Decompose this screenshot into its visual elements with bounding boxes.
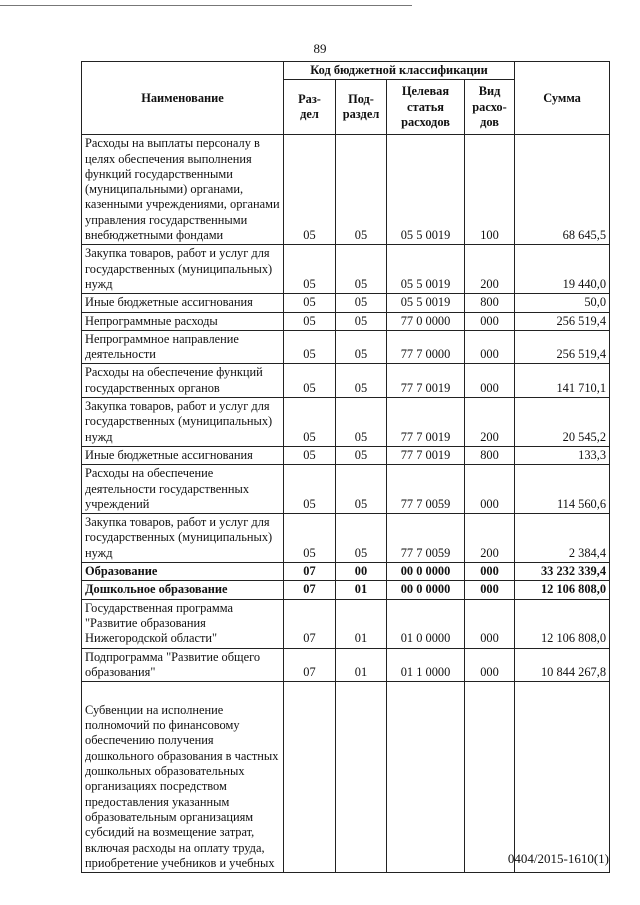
cell-target: 00 0 0000 xyxy=(387,581,465,599)
cell-target: 77 0 0000 xyxy=(387,312,465,330)
cell-expense-type: 200 xyxy=(465,245,515,294)
cell-sum: 12 106 808,0 xyxy=(515,599,610,648)
table-row xyxy=(82,446,610,464)
cell-target: 77 7 0059 xyxy=(387,514,465,563)
cell-target: 77 7 0000 xyxy=(387,330,465,364)
cell-subsection: 05 xyxy=(336,330,387,364)
table-row xyxy=(82,599,610,648)
table-body xyxy=(82,135,610,873)
cell-target: 01 1 0000 xyxy=(387,648,465,682)
table-row xyxy=(82,294,610,312)
cell-sum: 20 545,2 xyxy=(515,398,610,447)
cell-expense-type xyxy=(465,682,515,873)
table-row xyxy=(82,465,610,514)
cell-subsection: 05 xyxy=(336,294,387,312)
cell-section: 07 xyxy=(284,581,336,599)
cell-subsection: 01 xyxy=(336,581,387,599)
top-rule xyxy=(0,5,412,6)
header-sum: Сумма xyxy=(515,62,610,135)
cell-name: Расходы на обеспечение функций государственных органов xyxy=(82,364,284,398)
cell-section: 07 xyxy=(284,648,336,682)
page-number: 89 xyxy=(313,41,327,56)
cell-subsection: 05 xyxy=(336,514,387,563)
table-row xyxy=(82,312,610,330)
cell-section: 05 xyxy=(284,330,336,364)
header-subsection: Под- раздел xyxy=(336,80,387,135)
cell-target: 05 5 0019 xyxy=(387,294,465,312)
cell-expense-type: 000 xyxy=(465,465,515,514)
cell-sum: 256 519,4 xyxy=(515,312,610,330)
cell-sum: 2 384,4 xyxy=(515,514,610,563)
header-name: Наименование xyxy=(82,62,284,135)
cell-name: Подпрограмма "Развитие общего образования" xyxy=(82,648,284,682)
cell-name: Закупка товаров, работ и услуг для государственных (муниципальных) нужд xyxy=(82,398,284,447)
cell-target: 77 7 0059 xyxy=(387,465,465,514)
cell-section xyxy=(284,682,336,873)
cell-sum: 12 106 808,0 xyxy=(515,581,610,599)
table-row xyxy=(82,364,610,398)
cell-subsection: 05 xyxy=(336,364,387,398)
cell-sum: 19 440,0 xyxy=(515,245,610,294)
cell-expense-type: 000 xyxy=(465,581,515,599)
cell-target: 77 7 0019 xyxy=(387,398,465,447)
cell-expense-type: 200 xyxy=(465,398,515,447)
cell-name: Дошкольное образование xyxy=(82,581,284,599)
cell-sum: 133,3 xyxy=(515,446,610,464)
header-code-group: Код бюджетной классификации xyxy=(284,62,515,80)
cell-section: 07 xyxy=(284,599,336,648)
cell-expense-type: 800 xyxy=(465,446,515,464)
cell-sum: 10 844 267,8 xyxy=(515,648,610,682)
cell-sum: 141 710,1 xyxy=(515,364,610,398)
cell-subsection: 05 xyxy=(336,446,387,464)
cell-name: Расходы на обеспечение деятельности государственных учреждений xyxy=(82,465,284,514)
cell-section: 05 xyxy=(284,398,336,447)
cell-section: 05 xyxy=(284,294,336,312)
cell-subsection xyxy=(336,682,387,873)
table-row xyxy=(82,648,610,682)
table-row xyxy=(82,330,610,364)
cell-name: Расходы на выплаты персоналу в целях обеспечения выполнения функций государственными (муниципальными) органами, казенными учреждениями, органами управления государственными внебюджетными фондами xyxy=(82,135,284,245)
cell-sum: 33 232 339,4 xyxy=(515,563,610,581)
footer-code: 0404/2015-1610(1) xyxy=(507,851,609,866)
cell-expense-type: 000 xyxy=(465,330,515,364)
cell-target: 77 7 0019 xyxy=(387,364,465,398)
cell-expense-type: 000 xyxy=(465,364,515,398)
cell-name: Иные бюджетные ассигнования xyxy=(82,294,284,312)
cell-target: 05 5 0019 xyxy=(387,245,465,294)
cell-subsection: 05 xyxy=(336,245,387,294)
cell-section: 07 xyxy=(284,563,336,581)
table-row xyxy=(82,682,610,873)
cell-expense-type: 200 xyxy=(465,514,515,563)
cell-target: 01 0 0000 xyxy=(387,599,465,648)
table-row xyxy=(82,514,610,563)
cell-section: 05 xyxy=(284,245,336,294)
cell-target: 05 5 0019 xyxy=(387,135,465,245)
cell-expense-type: 000 xyxy=(465,563,515,581)
cell-subsection: 00 xyxy=(336,563,387,581)
cell-expense-type: 800 xyxy=(465,294,515,312)
cell-sum xyxy=(515,682,610,873)
header-section: Раз- дел xyxy=(284,80,336,135)
cell-subsection: 05 xyxy=(336,398,387,447)
header-expense-type: Вид расхо- дов xyxy=(465,80,515,135)
cell-target: 77 7 0019 xyxy=(387,446,465,464)
cell-sum: 114 560,6 xyxy=(515,465,610,514)
table-row xyxy=(82,563,610,581)
cell-name: Закупка товаров, работ и услуг для государственных (муниципальных) нужд xyxy=(82,514,284,563)
cell-expense-type: 000 xyxy=(465,599,515,648)
header-target: Целевая статья расходов xyxy=(387,80,465,135)
cell-name: Государственная программа "Развитие образования Нижегородской области" xyxy=(82,599,284,648)
cell-sum: 256 519,4 xyxy=(515,330,610,364)
budget-table xyxy=(81,61,610,873)
cell-target xyxy=(387,682,465,873)
cell-name: Непрограммное направление деятельности xyxy=(82,330,284,364)
cell-name: Образование xyxy=(82,563,284,581)
cell-section: 05 xyxy=(284,514,336,563)
table-row xyxy=(82,245,610,294)
cell-section: 05 xyxy=(284,465,336,514)
cell-expense-type: 000 xyxy=(465,648,515,682)
cell-name: Субвенции на исполнение полномочий по финансовому обеспечению получения дошкольного образования в частных дошкольных образовательных организациях посредством предоставления указанным образовательным организациям субсидий на возмещение затрат, включая расходы на оплату труда, приобретение учебников и учебных xyxy=(82,682,284,873)
table-row xyxy=(82,581,610,599)
cell-expense-type: 000 xyxy=(465,312,515,330)
cell-sum: 68 645,5 xyxy=(515,135,610,245)
cell-sum: 50,0 xyxy=(515,294,610,312)
cell-expense-type: 100 xyxy=(465,135,515,245)
cell-subsection: 05 xyxy=(336,465,387,514)
cell-target: 00 0 0000 xyxy=(387,563,465,581)
cell-subsection: 01 xyxy=(336,648,387,682)
cell-name: Непрограммные расходы xyxy=(82,312,284,330)
cell-subsection: 05 xyxy=(336,312,387,330)
cell-section: 05 xyxy=(284,446,336,464)
table-row xyxy=(82,398,610,447)
cell-section: 05 xyxy=(284,364,336,398)
cell-name: Закупка товаров, работ и услуг для государственных (муниципальных) нужд xyxy=(82,245,284,294)
cell-subsection: 01 xyxy=(336,599,387,648)
cell-section: 05 xyxy=(284,312,336,330)
table-row xyxy=(82,135,610,245)
cell-subsection: 05 xyxy=(336,135,387,245)
cell-section: 05 xyxy=(284,135,336,245)
cell-name: Иные бюджетные ассигнования xyxy=(82,446,284,464)
